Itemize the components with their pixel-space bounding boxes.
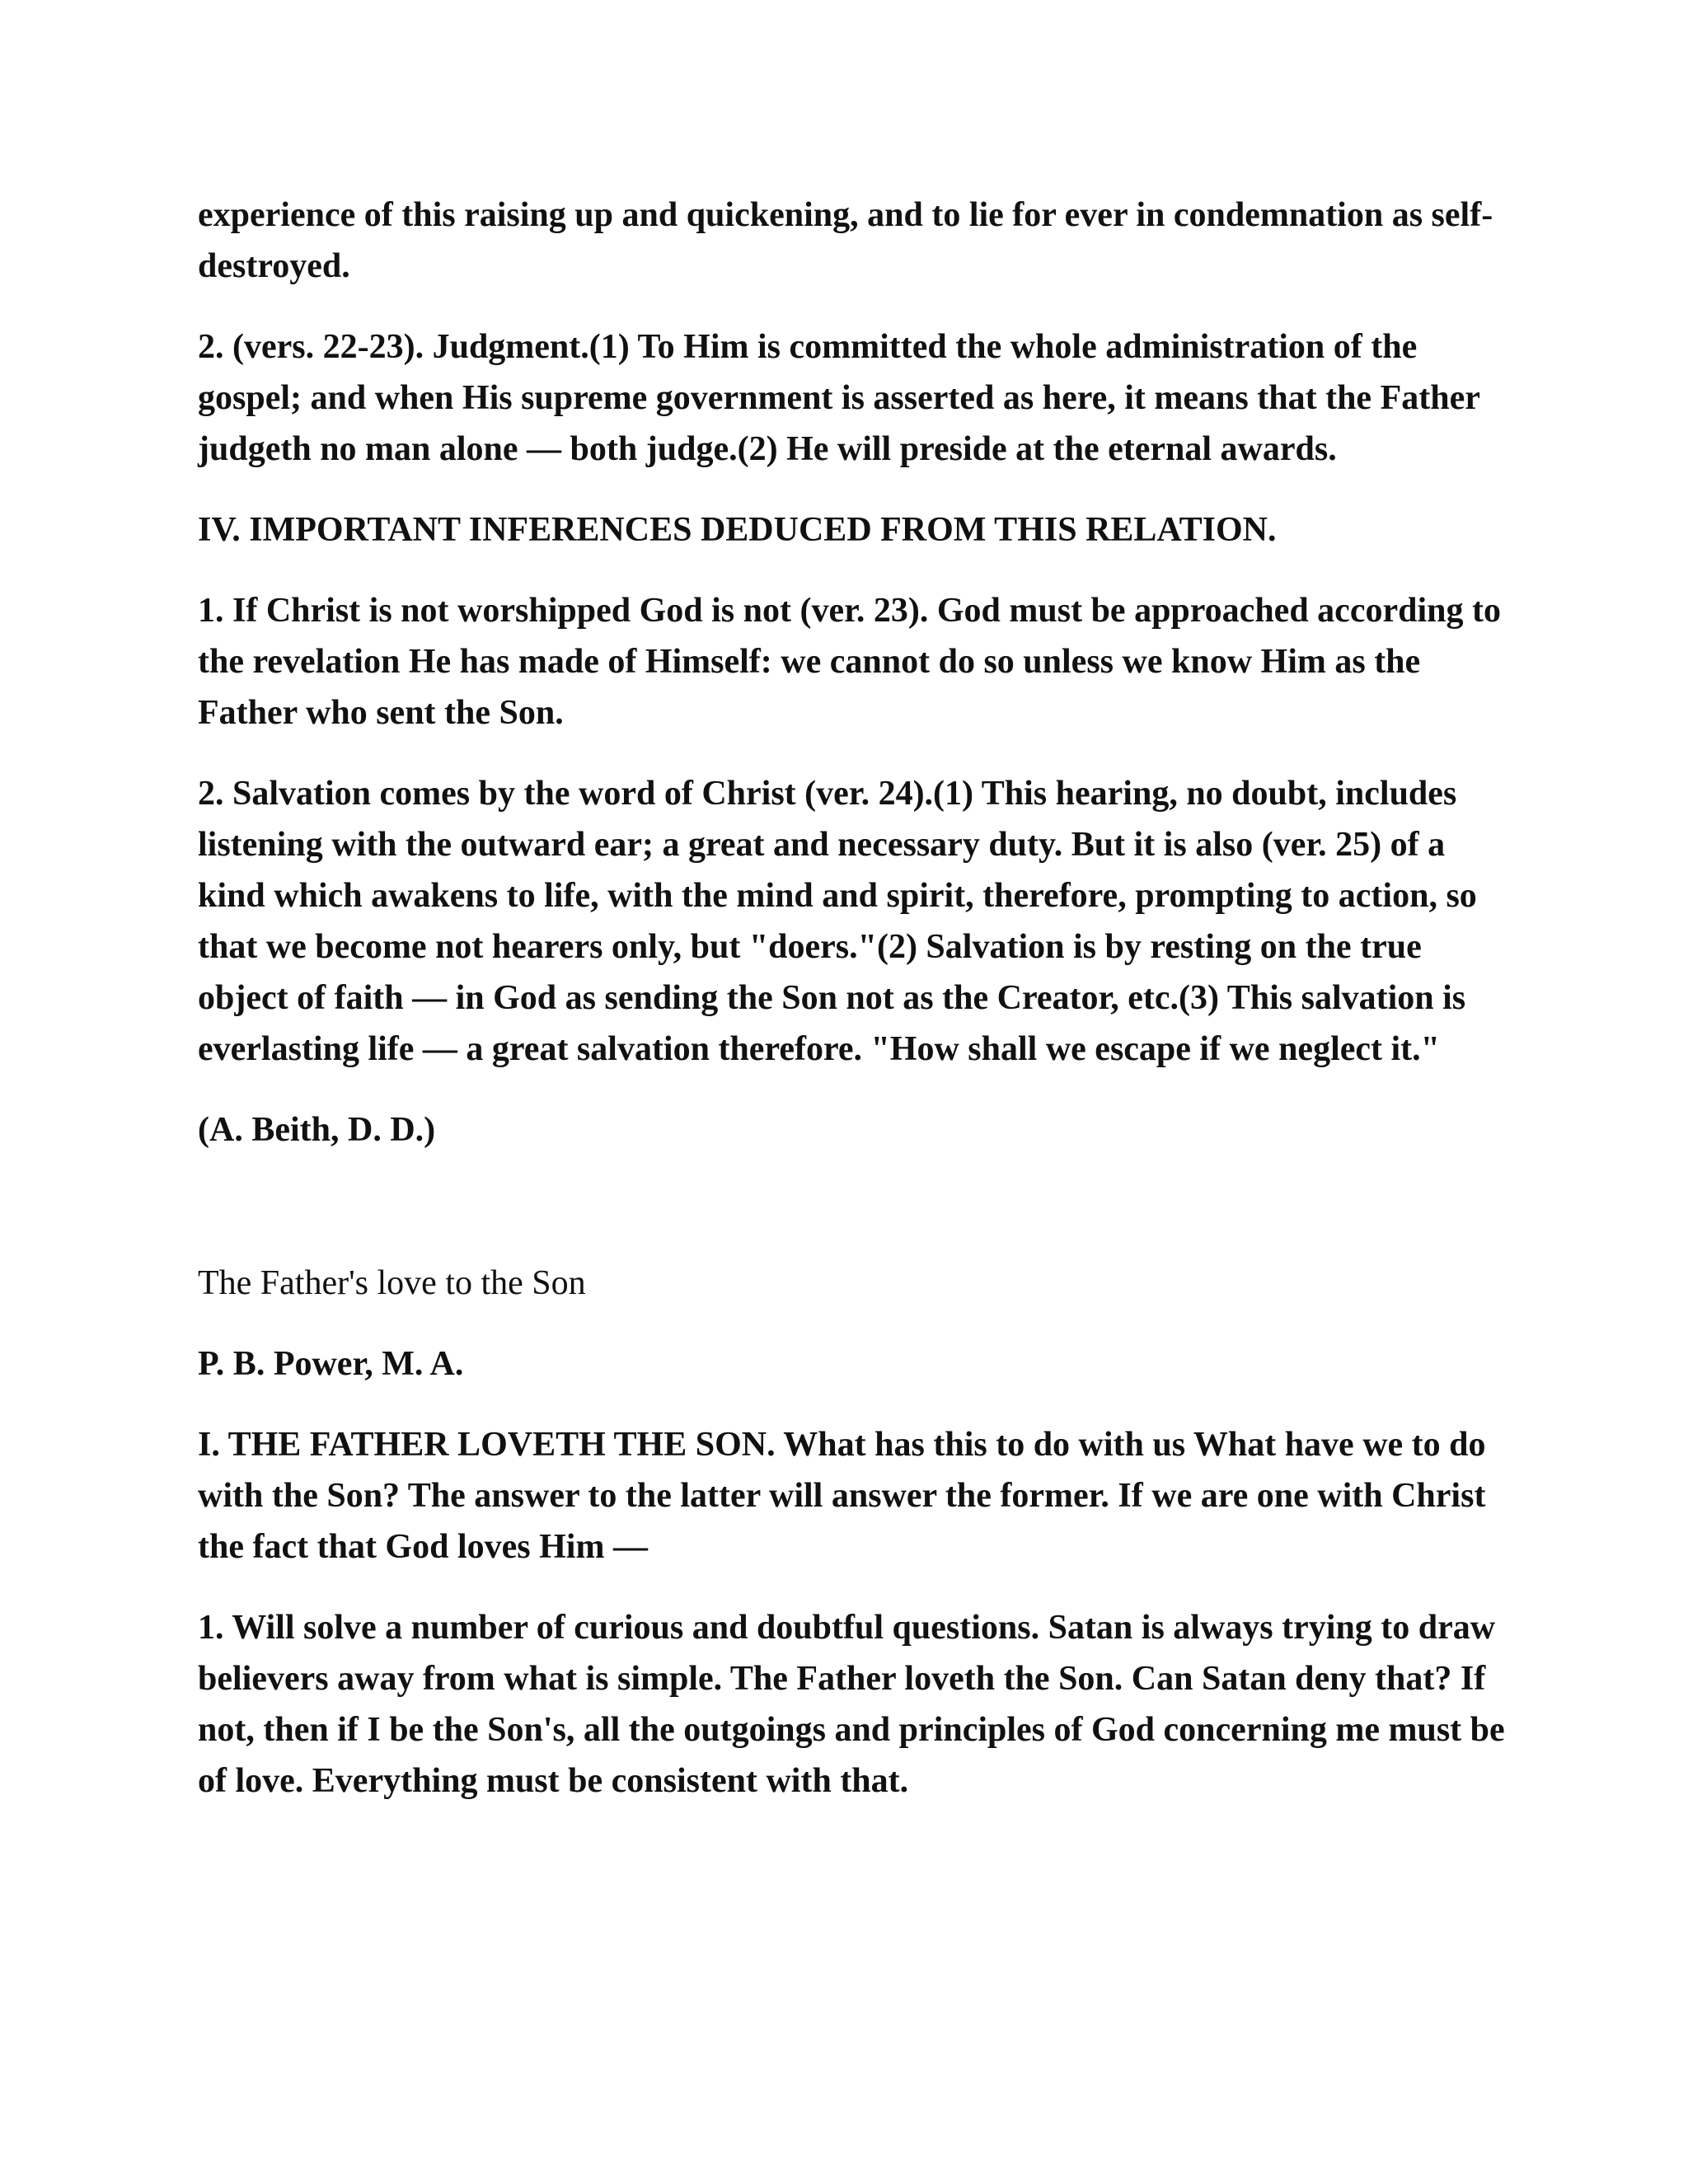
section-spacer [198, 1185, 1517, 1258]
document-page [198, 190, 1517, 1836]
point-i-1-paragraph: 1. Will solve a number of curious and doubtful questions. Satan is always trying to draw believers away from what is simple. The Father loveth the Son. Can Satan deny that? If not, then if I be the Son's, all the outgoings and principles of God concerning me must be of love. Everything must be consistent with that. [198, 1609, 1505, 1800]
attribution: (A. Beith, D. D.) [198, 1111, 436, 1149]
section-iv-heading: IV. IMPORTANT INFERENCES DEDUCED FROM THIS RELATION. [198, 511, 1277, 549]
judgment-paragraph: 2. (vers. 22-23). Judgment.(1) To Him is committed the whole administration of the gospel; and when His supreme government is asserted as here, it means that the Father judgeth no man alone — both judge.(2) He will preside at the eternal awards. [198, 328, 1480, 468]
point-i-paragraph: I. THE FATHER LOVETH THE SON. What has this to do with us What have we to do with the Son? The answer to the latter will answer the former. If we are one with Christ the fact that God loves Him — [198, 1426, 1486, 1566]
inference-1-paragraph: 1. If Christ is not worshipped God is not (ver. 23). God must be approached according to the revelation He has made of Himself: we cannot do so unless we know Him as the Father who sent the Son. [198, 592, 1501, 732]
inference-2-paragraph: 2. Salvation comes by the word of Christ (ver. 24).(1) This hearing, no doubt, includes listening with the outward ear; a great and necessary duty. But it is also (ver. 25) of a kind which awakens to life, with the mind and spirit, therefore, prompting to action, so that we become not hearers only, but "doers."(2) Salvation is by resting on the true object of faith — in God as sending the Son not as the Creator, etc.(3) This salvation is everlasting life — a great salvation therefore. "How shall we escape if we neglect it." [198, 775, 1477, 1068]
sermon-author: P. B. Power, M. A. [198, 1345, 464, 1383]
sermon-title: The Father's love to the Son [198, 1264, 586, 1302]
continuation-paragraph: experience of this raising up and quickening, and to lie for ever in condemnation as self-destroyed. [198, 196, 1493, 285]
